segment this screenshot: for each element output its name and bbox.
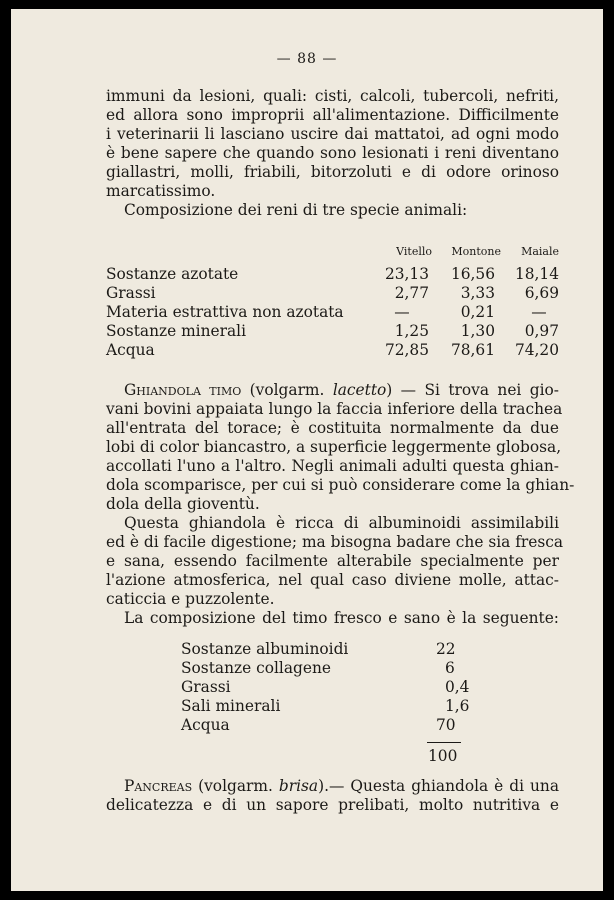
kidney-composition-table [106,240,559,360]
row-value: 70 [436,716,456,734]
text-line: dola della gioventù. [106,495,260,513]
text-line: giallastri, molli, friabili, bitorzoluti e di odore orinoso [106,163,559,181]
heading-rest: (volgarm. [241,381,333,399]
text-line [106,381,559,400]
paragraph-reni [106,87,559,220]
paragraph-digestione [106,514,564,628]
table-row [181,716,481,735]
text-line: i veterinarii li lasciano uscire dai mattatoi, ad ogni modo [106,125,559,143]
row-label: Sostanze minerali [106,322,247,340]
sum-rule [427,742,461,743]
cell-montone: 3,33 [460,284,495,302]
heading-after: ).— Questa ghiandola è di una [318,777,559,795]
table-row [181,659,481,678]
cell-vitello: 1,25 [394,322,429,340]
sum-rule-row [181,735,481,747]
text-line: immuni da lesioni, quali: cisti, calcoli, tubercoli, nefriti, [106,87,559,105]
paragraph-pancreas [106,777,559,815]
text-line: e sana, essendo facilmente alterabile specialmente per [106,552,559,570]
page-number: — 88 — [276,51,338,67]
row-label: Sostanze collagene [181,659,331,677]
text-line: dola scomparisce, per cui si può considerare come la ghian- [106,476,575,494]
row-label: Acqua [181,716,230,734]
text-line: caticcia e puzzolente. [106,590,275,608]
text-line: delicatezza e di un sapore prelibati, molto nutritiva e [106,796,559,814]
table-row [181,678,481,697]
text-line: ed allora sono improprii all'alimentazione. Difficilmente [106,106,559,124]
row-label: Materia estrattiva non azotata [106,303,344,321]
text-line: lobi di color biancastro, a superficie leggermente globosa, [106,438,562,456]
table-row [106,341,559,360]
table-total-row [181,747,481,766]
cell-maiale: — [531,303,547,321]
book-page [11,9,603,891]
text-line: vani bovini appaiata lungo la faccia inferiore della trachea [106,400,563,418]
table-row [106,284,559,303]
table-row [106,322,559,341]
text-line [106,777,559,796]
paragraph-timo [106,381,575,514]
table2-intro: La composizione del timo fresco e sano è la seguente: [124,609,559,627]
cell-montone: 16,56 [450,265,495,283]
table-row [106,303,559,322]
table-header [106,240,559,259]
text-line: all'entrata del torace; è costituita normalmente da due [106,419,559,437]
heading-after: ) — Si trova nei gio- [386,381,559,399]
row-label: Acqua [106,341,155,359]
cell-vitello: — [394,303,410,321]
text-line: l'azione atmosferica, nel qual caso diviene molle, attac- [106,571,559,589]
cell-montone: 0,21 [460,303,495,321]
cell-vitello: 2,77 [394,284,429,302]
table-row [181,697,481,716]
row-value: 6 [445,659,455,677]
row-label: Sostanze albuminoidi [181,640,349,658]
text-line: accollati l'uno a l'altro. Negli animali adulti questa ghian- [106,457,559,475]
section-heading: Pancreas [124,777,193,795]
cell-maiale: 6,69 [524,284,559,302]
table-row [106,265,559,284]
thymus-composition-table [181,640,481,766]
text-line: è bene sapere che quando sono lesionati i reni diventano [106,144,559,162]
text-line: ed è di facile digestione; ma bisogna badare che sia fresca [106,533,564,551]
row-value: 0,4 [445,678,470,696]
italic-term: lacetto [332,381,387,399]
row-label: Sostanze azotate [106,265,239,283]
cell-montone: 78,61 [450,341,495,359]
text-line: marcatissimo. [106,182,216,200]
column-header: Vitello [396,245,432,258]
row-label: Grassi [181,678,231,696]
cell-maiale: 74,20 [514,341,559,359]
row-label: Sali minerali [181,697,281,715]
cell-vitello: 23,13 [384,265,429,283]
cell-maiale: 18,14 [514,265,559,283]
italic-term: brisa [278,777,319,795]
column-header: Maiale [521,245,559,258]
cell-maiale: 0,97 [524,322,559,340]
table1-intro: Composizione dei reni di tre specie animali: [124,201,468,219]
text-line: Questa ghiandola è ricca di albuminoidi assimilabili [124,514,559,532]
section-heading: Ghiandola timo [124,381,242,399]
cell-montone: 1,30 [460,322,495,340]
total-value: 100 [428,747,458,765]
row-value: 22 [436,640,456,658]
row-value: 1,6 [445,697,470,715]
row-label: Grassi [106,284,156,302]
table-row [181,640,481,659]
cell-vitello: 72,85 [384,341,429,359]
column-header: Montone [451,245,501,258]
heading-rest: (volgarm. [192,777,279,795]
